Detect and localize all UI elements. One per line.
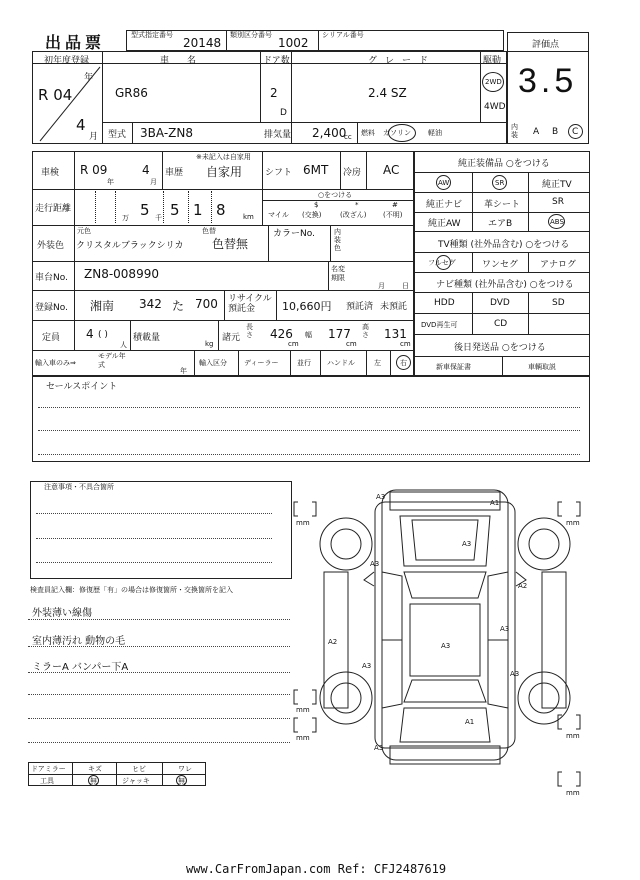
inspector-note: 検査員記入欄：修復歴「有」の場合は修復箇所・交換箇所を記入: [30, 586, 233, 594]
interior-grade-b: B: [552, 127, 559, 137]
mm-label-1: mm: [296, 519, 310, 527]
displacement-label: 排気量: [264, 130, 292, 140]
color-change: 色替無: [212, 237, 249, 251]
dims-label: 諸元: [222, 333, 241, 343]
person-unit: 人: [120, 341, 127, 349]
recycle-not: 未預託: [380, 302, 408, 312]
model-name: GR86: [115, 86, 148, 100]
first-reg-month: 4: [76, 116, 86, 134]
drive-4wd: 4WD: [484, 102, 506, 112]
shift-label: シフト: [265, 168, 293, 178]
capacity-paren: ( ): [98, 330, 108, 340]
left-hand: 左: [374, 359, 381, 367]
mile-opt-sym-1: $: [314, 201, 319, 209]
tool-none: 無: [90, 777, 97, 785]
history-note: ※未記入は自家用: [196, 153, 251, 161]
later-warranty: 新車保証書: [436, 363, 471, 371]
later-title: 後日発送品 ○をつける: [454, 343, 546, 353]
mile-opt-4: (不明): [383, 211, 403, 219]
sen-unit: 千: [155, 214, 162, 222]
note-line-1: 外装薄い線傷: [32, 608, 92, 619]
reg-kana: た: [172, 299, 185, 313]
doors: 2: [270, 86, 278, 100]
recycle-status: 預託済: [346, 302, 374, 312]
mileage-digit-3: 1: [193, 201, 203, 219]
mileage-label: 走行距離: [35, 204, 72, 214]
navi-hdd: HDD: [434, 298, 455, 308]
model-year-unit: 年: [180, 367, 187, 375]
tv-title: TV種類 (社外品含む) ○をつける: [438, 240, 570, 250]
history-label: 車歴: [165, 168, 184, 178]
km-unit: km: [243, 213, 254, 221]
bracket-bl: [294, 718, 316, 732]
damage-mark-right-door: A3: [500, 625, 510, 633]
capacity-label: 定員: [42, 333, 61, 343]
grade: 2.4 SZ: [368, 86, 407, 100]
drive-label: 駆動: [483, 56, 502, 66]
later-manual: 車輌取説: [528, 363, 556, 371]
mile-opt-3: (改ざん): [340, 211, 367, 219]
damage-mark-left-rear: A3: [362, 662, 372, 670]
insp-month: 4: [142, 163, 150, 177]
ac: AC: [383, 163, 400, 177]
model-name-label: 車名: [160, 56, 215, 66]
mile-opt-1: マイル: [268, 211, 289, 219]
damage-mark-hood: A3: [462, 540, 472, 548]
mm-label-3: mm: [296, 706, 310, 714]
inspection-label: 車検: [41, 168, 60, 178]
import-label: 輸入車のみ⇒: [35, 359, 76, 367]
serial-label: シリアル番号: [322, 31, 364, 39]
interior-label: 内装: [511, 123, 518, 139]
type-no-label: 型式指定番号: [131, 31, 173, 39]
handle-label: ハンドル: [327, 359, 355, 367]
damage-mark-front-right: A1: [490, 499, 500, 507]
recycle-amount: 10,660円: [282, 300, 332, 313]
month-unit: 月: [89, 132, 99, 142]
reg-class: 342: [139, 297, 162, 311]
bracket-ml: [294, 690, 316, 704]
damage-mark-roof: A3: [441, 642, 451, 650]
category-no: 1002: [278, 36, 309, 50]
kg-unit: kg: [205, 340, 214, 348]
mileage-option-note: ○をつける: [318, 191, 353, 199]
name-change-month: 月: [378, 282, 385, 290]
jack-label: ジャッキ: [122, 777, 150, 785]
mileage-digit-1: 5: [140, 201, 150, 219]
equip-aw: AW: [438, 179, 450, 187]
navi-dvd-play: DVD再生可: [421, 321, 458, 329]
damage-mark-right-rear: A3: [510, 670, 520, 678]
insp-year-unit: 年: [107, 178, 114, 186]
bracket-tl: [294, 502, 316, 516]
sheet-title: 出品票: [45, 33, 106, 52]
equip-sr-top: SR: [495, 179, 505, 187]
fuel-gasoline: ガソリン: [383, 129, 411, 137]
equip-title: 純正装備品 ○をつける: [458, 159, 550, 169]
missing-h-mirror: ドアミラー: [31, 765, 66, 773]
width: 177: [328, 327, 351, 341]
shift: 6MT: [303, 163, 329, 177]
bracket-br: [558, 772, 580, 786]
missing-h-crack: ヒビ: [132, 765, 146, 773]
equip-navi: 純正ナビ: [426, 200, 463, 210]
drive-2wd: 2WD: [485, 78, 502, 86]
navi-dvd: DVD: [490, 298, 510, 308]
light-oil-label: 軽油: [428, 129, 442, 137]
damage-mark-rear-center: A1: [465, 718, 475, 726]
vin-label: 車台No.: [35, 273, 68, 283]
length: 426: [270, 327, 293, 341]
tool-label: 工具: [40, 777, 54, 785]
ac-label: 冷房: [343, 168, 362, 178]
equip-airbag: エアB: [488, 219, 513, 229]
history: 自家用: [206, 165, 243, 179]
damage-mark-front-left: A3: [376, 493, 386, 501]
equip-alloy: 純正AW: [428, 219, 461, 229]
displacement: 2,400: [312, 126, 347, 140]
name-change-day: 日: [402, 282, 409, 290]
height-label: 高さ: [362, 323, 369, 339]
mileage-digit-2: 5: [170, 201, 180, 219]
interior-grade-a: A: [533, 127, 540, 137]
mile-opt-2: (交換): [302, 211, 322, 219]
mm-label-4: mm: [566, 732, 580, 740]
mile-opt-sym-2: *: [355, 201, 359, 209]
door-type: D: [280, 108, 287, 118]
mm-label-6: mm: [566, 789, 580, 797]
damage-mark-left-door: A2: [328, 638, 338, 646]
score-value: 3.5: [518, 62, 578, 100]
interior-color-label: 内装色: [334, 228, 341, 252]
equip-leather: 革シート: [484, 200, 521, 210]
model-code: 3BA-ZN8: [140, 126, 193, 140]
color-no-label: カラーNo.: [273, 229, 315, 239]
navi-title: ナビ種類 (社外品含む) ○をつける: [436, 280, 574, 290]
dealer: ディーラー: [244, 359, 279, 367]
length-label: 長さ: [246, 323, 253, 339]
watermark: www.CarFromJapan.com Ref: CFJ2487619: [186, 862, 447, 876]
interior-grade-c: C: [572, 127, 579, 137]
recycle-label: リサイクル預託金: [228, 294, 272, 314]
reg-number: 700: [195, 297, 218, 311]
insp-month-unit: 月: [150, 178, 157, 186]
missing-h-break: ワレ: [178, 765, 192, 773]
height: 131: [384, 327, 407, 341]
category-no-label: 類別区分番号: [230, 31, 272, 39]
width-label: 幅: [305, 331, 312, 339]
score-label: 評価点: [532, 40, 560, 50]
type-no: 20148: [183, 36, 222, 50]
navi-cd: CD: [494, 319, 508, 329]
mm-label-5: mm: [296, 734, 310, 742]
note-line-2: 室内薄汚れ 動物の毛: [32, 636, 126, 647]
fuel-label: 燃料: [361, 129, 375, 137]
model-year-label: モデル年式: [98, 352, 126, 369]
damage-mark-rear-left: A3: [374, 744, 384, 752]
sales-point-label: セールスポイント: [46, 382, 118, 392]
mileage-digit-4: 8: [216, 201, 226, 219]
jack-none: 無: [178, 777, 185, 785]
missing-h-scratch: キズ: [88, 765, 102, 773]
damage-mark-right-front: A2: [518, 582, 528, 590]
year-unit: 年: [84, 73, 94, 83]
notes-box: [30, 481, 292, 579]
mm-label-2: mm: [566, 519, 580, 527]
tv-fullseg: フルセグ: [428, 259, 456, 267]
doors-label: ドア数: [263, 56, 290, 66]
model-code-label: 型式: [108, 130, 127, 140]
man-unit: 万: [122, 214, 129, 222]
color-change-label: 色替: [202, 227, 216, 235]
inspection: R 09: [80, 163, 108, 177]
height-cm: cm: [400, 340, 411, 348]
orig-color-label: 元色: [77, 227, 91, 235]
reg-area: 湘南: [90, 299, 115, 313]
bracket-tr: [558, 502, 580, 516]
capacity: 4: [86, 327, 94, 341]
name-change-label: 名変期限: [331, 265, 345, 282]
parallel: 並行: [297, 359, 311, 367]
length-cm: cm: [288, 340, 299, 348]
damage-mark-left-front: A3: [370, 560, 380, 568]
first-reg-label: 初年度登録: [44, 56, 90, 66]
tv-analog: アナログ: [540, 260, 577, 270]
load-label: 積載量: [133, 333, 161, 343]
equip-sr: SR: [552, 197, 564, 207]
right-hand: 右: [400, 359, 407, 367]
color-name: クリスタルブラックシリカ: [76, 241, 184, 251]
tv-oneseg: ワンセグ: [482, 260, 519, 270]
grade-label: グレード: [368, 56, 437, 66]
color-label: 外装色: [37, 241, 65, 251]
width-cm: cm: [346, 340, 357, 348]
first-reg-year: R 04: [38, 86, 73, 104]
import-type-label: 輸入区分: [199, 359, 227, 367]
vin: ZN8-008990: [84, 267, 159, 281]
mile-opt-sym-3: #: [392, 201, 398, 209]
navi-sd: SD: [552, 298, 565, 308]
note-line-3: ミラーA バンパー下A: [32, 662, 129, 673]
equip-abs: ABS: [550, 218, 564, 226]
cc-unit: cc: [344, 133, 352, 141]
equip-tv: 純正TV: [542, 180, 572, 190]
notes-title: 注意事項・不具合箇所: [44, 483, 114, 491]
reg-label: 登録No.: [35, 303, 68, 313]
